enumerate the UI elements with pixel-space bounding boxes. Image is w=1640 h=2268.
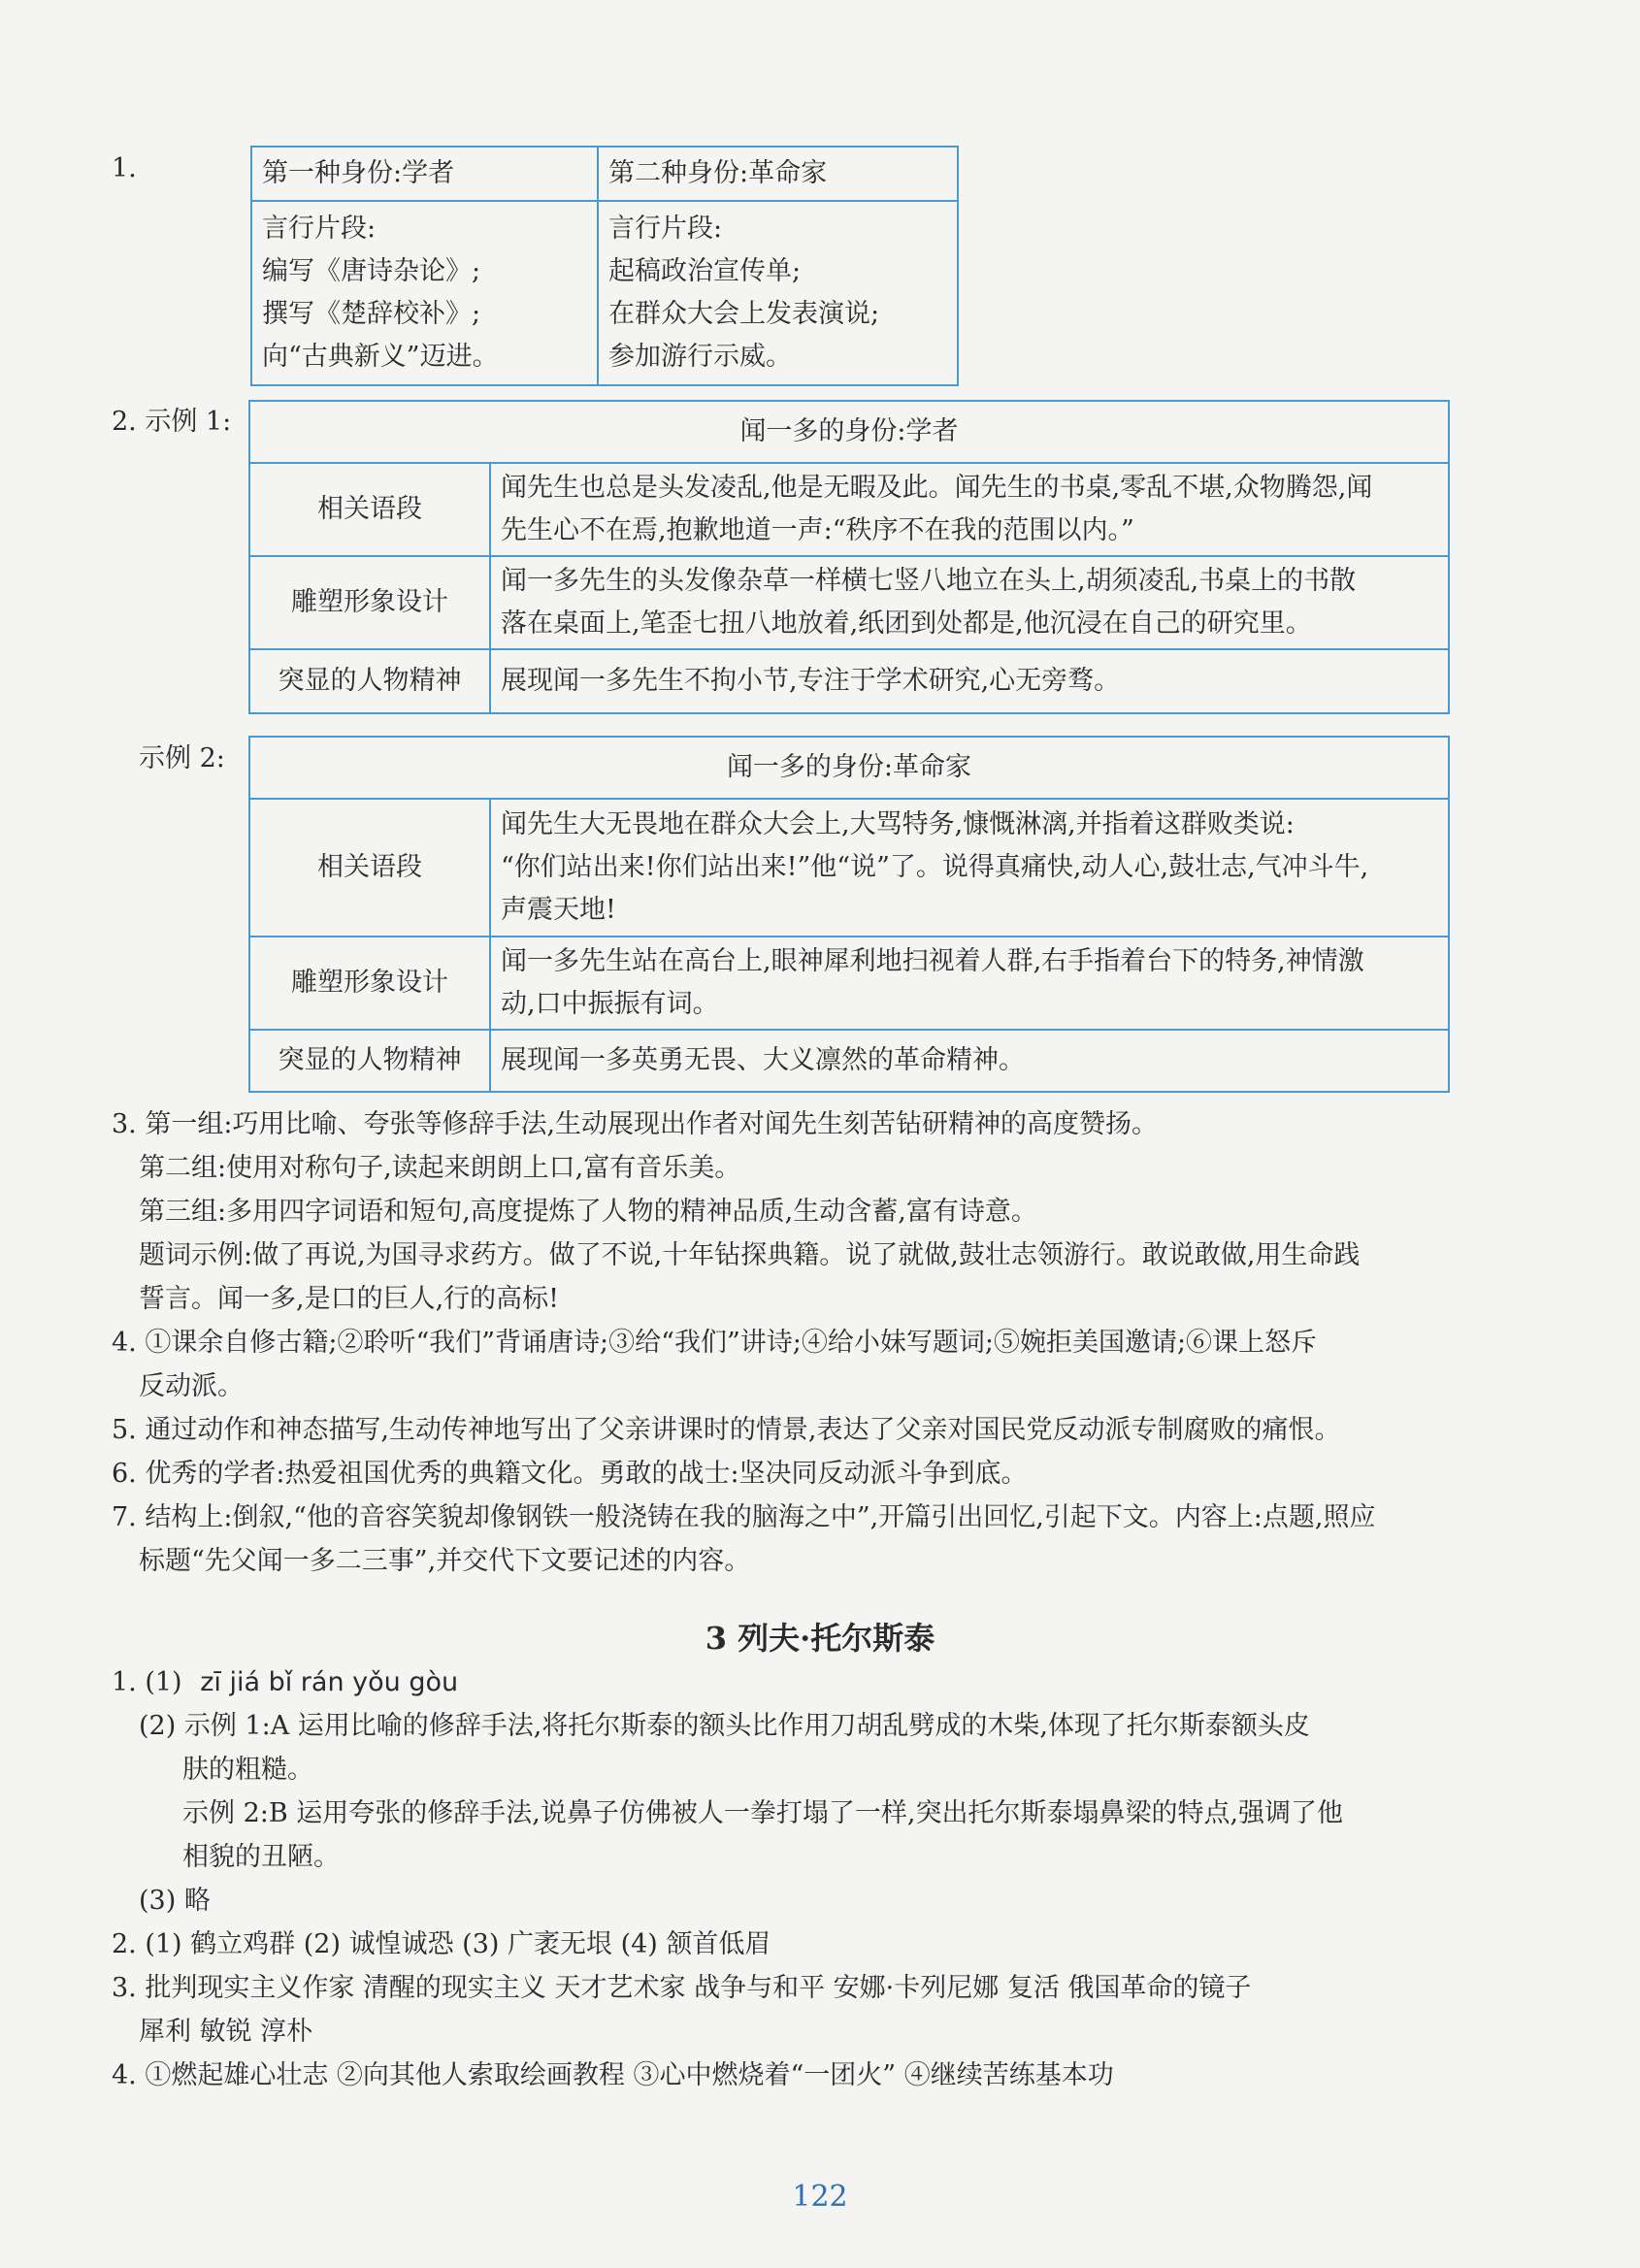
s3q3-line: 3. 批判现实主义作家 清醒的现实主义 天才艺术家 战争与和平 安娜·卡列尼娜 复活 俄国革命的镜子 xyxy=(112,1973,1252,2003)
q1-col-revolutionary: 言行片段: 起稿政治宣传单; 在群众大会上发表演说; 参加游行示威。 xyxy=(598,201,958,385)
q7-line: 7. 结构上:倒叙,“他的音容笑貌却像钢铁一般浇铸在我的脑海之中”,开篇引出回忆,引起下文。内容上:点题,照应 xyxy=(112,1502,1376,1532)
example2-row-label: 相关语段 xyxy=(249,799,490,937)
example2-row-content: 闻一多先生站在高台上,眼神犀利地扫视着人群,右手指着台下的特务,神情激 动,口中振振有词。 xyxy=(490,937,1449,1030)
page-number: 122 xyxy=(792,2180,848,2214)
s3q2-line: 2. (1) 鹤立鸡群 (2) 诚惶诚恐 (3) 广袤无垠 (4) 颔首低眉 xyxy=(112,1929,771,1959)
s3q1-p2-line: 肤的粗糙。 xyxy=(182,1755,313,1785)
q2-example2-table xyxy=(248,736,1450,1093)
q1-head-scholar: 第一种身份:学者 xyxy=(251,147,598,201)
q3-line: 第三组:多用四字词语和短句,高度提炼了人物的精神品质,生动含蓄,富有诗意。 xyxy=(139,1197,1037,1227)
q3-line: 3. 第一组:巧用比喻、夸张等修辞手法,生动展现出作者对闻先生刻苦钻研精神的高度赞扬。 xyxy=(112,1109,1159,1139)
example1-title: 闻一多的身份:学者 xyxy=(249,401,1449,463)
example1-row-content: 展现闻一多先生不拘小节,专注于学术研究,心无旁骛。 xyxy=(490,649,1449,713)
q7-line: 标题“先父闻一多二三事”,并交代下文要记述的内容。 xyxy=(139,1546,751,1576)
q1-head-revolutionary: 第二种身份:革命家 xyxy=(598,147,958,201)
q1-col-scholar: 言行片段: 编写《唐诗杂论》; 撰写《楚辞校补》; 向“古典新义”迈进。 xyxy=(251,201,598,385)
q5-line: 5. 通过动作和神态描写,生动传神地写出了父亲讲课时的情景,表达了父亲对国民党反动派专制腐败的痛恨。 xyxy=(112,1415,1341,1445)
example2-row-content: 展现闻一多英勇无畏、大义凛然的革命精神。 xyxy=(490,1030,1449,1092)
q2-example2-label: 示例 2: xyxy=(139,743,225,773)
s3q1-p3: (3) 略 xyxy=(139,1886,211,1916)
example1-row-label: 相关语段 xyxy=(249,463,490,556)
section-title: 3 列夫·托尔斯泰 xyxy=(705,1620,935,1657)
q4-line: 反动派。 xyxy=(139,1371,244,1401)
example1-row-content: 闻先生也总是头发凌乱,他是无暇及此。闻先生的书桌,零乱不堪,众物腾怨,闻 先生心不在焉,抱歉地道一声:“秩序不在我的范围以内。” xyxy=(490,463,1449,556)
q6-line: 6. 优秀的学者:热爱祖国优秀的典籍文化。勇敢的战士:坚决同反动派斗争到底。 xyxy=(112,1459,1028,1489)
example2-row-label: 突显的人物精神 xyxy=(249,1030,490,1092)
example1-row-content: 闻一多先生的头发像杂草一样横七竖八地立在头上,胡须凌乱,书桌上的书散 落在桌面上,笔歪七扭八地放着,纸团到处都是,他沉浸在自己的研究里。 xyxy=(490,556,1449,649)
q1-number: 1. xyxy=(112,153,137,183)
s3q4-line: 4. ①燃起雄心壮志 ②向其他人索取绘画教程 ③心中燃烧着“一团火” ④继续苦练基本功 xyxy=(112,2060,1114,2090)
s3q3-line: 犀利 敏锐 淳朴 xyxy=(139,2017,313,2047)
q3-line: 誓言。闻一多,是口的巨人,行的高标! xyxy=(139,1284,560,1314)
q2-example1-label: 2. 示例 1: xyxy=(112,407,232,437)
q3-line: 题词示例:做了再说,为国寻求药方。做了不说,十年钻探典籍。说了就做,鼓壮志领游行。敢说敢做,用生命践 xyxy=(139,1240,1361,1270)
s3q1-p2-line: (2) 示例 1:A 运用比喻的修辞手法,将托尔斯泰的额头比作用刀胡乱劈成的木柴,体现了托尔斯泰额头皮 xyxy=(139,1711,1310,1741)
s3q1-pinyin: zī jiá bǐ rán yǒu gòu xyxy=(200,1667,459,1697)
example1-row-label: 雕塑形象设计 xyxy=(249,556,490,649)
s3q1-p2b-line: 示例 2:B 运用夸张的修辞手法,说鼻子仿佛被人一拳打塌了一样,突出托尔斯泰塌鼻梁的特点,强调了他 xyxy=(182,1798,1344,1828)
q3-line: 第二组:使用对称句子,读起来朗朗上口,富有音乐美。 xyxy=(139,1153,741,1183)
s3q1-p2b-line: 相貌的丑陋。 xyxy=(182,1842,340,1872)
q2-example1-table xyxy=(248,400,1450,714)
s3q1-p1-prefix: 1. (1) xyxy=(112,1667,182,1697)
example2-row-label: 雕塑形象设计 xyxy=(249,937,490,1030)
example2-row-content: 闻先生大无畏地在群众大会上,大骂特务,慷慨淋漓,并指着这群败类说: “你们站出来!你们站出来!”他“说”了。说得真痛快,动人心,鼓壮志,气冲斗牛, 声震天地! xyxy=(490,799,1449,937)
example1-row-label: 突显的人物精神 xyxy=(249,649,490,713)
q4-line: 4. ①课余自修古籍;②聆听“我们”背诵唐诗;③给“我们”讲诗;④给小妹写题词;⑤婉拒美国邀请;⑥课上怒斥 xyxy=(112,1328,1318,1358)
q1-table xyxy=(250,146,959,386)
example2-title: 闻一多的身份:革命家 xyxy=(249,737,1449,799)
s3q1-p1 xyxy=(112,1661,458,1704)
